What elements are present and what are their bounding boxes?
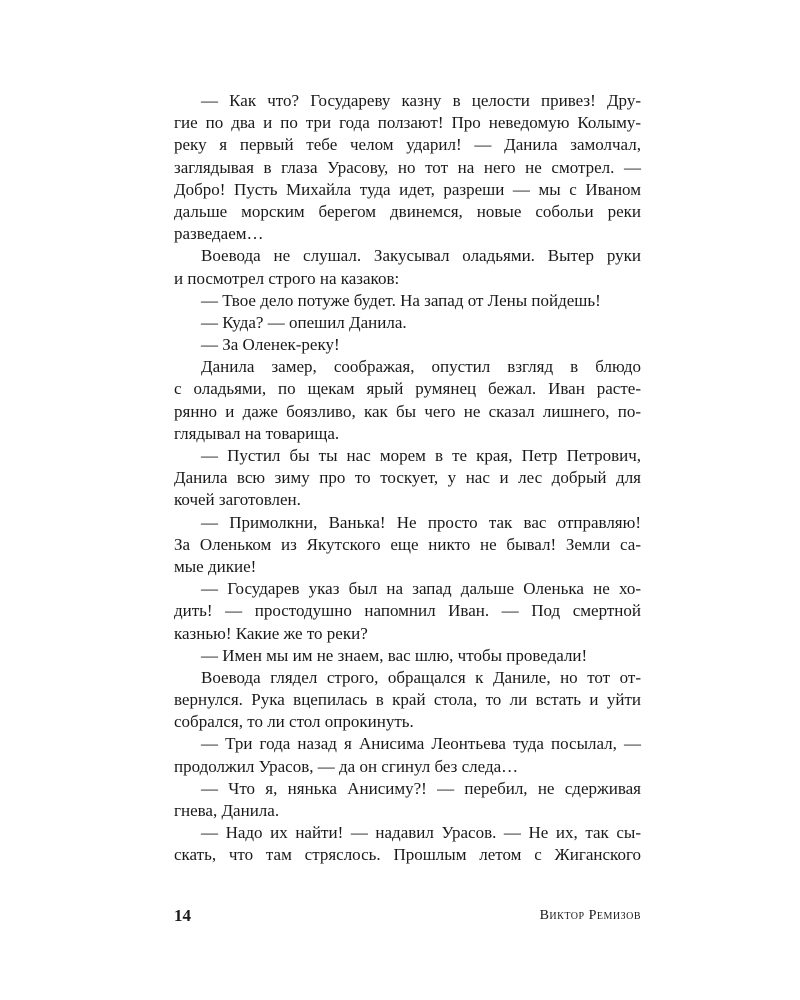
page-footer [174,906,641,928]
page-body-text [174,90,641,867]
text-line: с оладьями, по щекам ярый румянец бежал. Иван расте- [174,379,641,399]
text-line: гие по два и по три года ползают! Про неведомую Колыму- [174,113,641,133]
text-line: дальше морским берегом двинемся, новые собольи реки [174,201,641,221]
page-number: 14 [174,906,191,925]
text-line: — Твое дело потуже будет. На запад от Лены пойдешь! [201,290,601,310]
text-line: казнью! Какие же то реки? [174,623,368,643]
text-line: — Надо их найти! — надавил Урасов. — Не их, так сы- [201,823,641,843]
text-line: и посмотрел строго на казаков: [174,268,400,288]
text-line: — Три года назад я Анисима Леонтьева туда посылал, — [201,734,641,754]
text-line: продолжил Урасов, — да он сгинул без следа… [174,756,519,776]
text-line: разведаем… [174,224,264,244]
text-line: — Имен мы им не знаем, вас шлю, чтобы проведали! [201,645,588,665]
text-line: — Пустил бы ты нас морем в те края, Петр Петрович, [201,446,641,465]
text-line: Воевода глядел строго, обращался к Даниле, но тот от- [201,667,641,687]
text-line: Данила замер, соображая, опустил взгляд в блюдо [201,357,641,377]
text-line: Добро! Пусть Михайла туда идет, разреши — мы с Иваном [174,179,641,199]
text-line: — Куда? — опешил Данила. [201,312,407,332]
text-line: — За Оленек-реку! [201,335,340,355]
text-line: глядывал на товарища. [174,423,340,443]
text-line: Воевода не слушал. Закусывал оладьями. Вытер руки [201,246,641,266]
running-head-author: Виктор Ремизов [539,908,641,923]
text-line: скать, что там стряслось. Прошлым летом с Жиганского [174,845,641,865]
text-line: За Оленьком из Якутского еще никто не бывал! Земли са- [174,534,641,554]
text-line: — Примолкни, Ванька! Не просто так вас отправляю! [201,512,641,532]
text-line: реку я первый тебе челом ударил! — Данила замолчал, [174,135,641,155]
text-line: заглядывая в глаза Урасову, но тот на него не смотрел. — [174,157,641,177]
text-line: гнева, Данила. [174,801,280,820]
text-line: — Что я, нянька Анисиму?! — перебил, не сдерживая [201,778,641,798]
text-line: мые дикие! [174,556,257,576]
text-line: — Как что? Государеву казну в целости привез! Дру- [201,91,641,110]
text-line: вернулся. Рука вцепилась в край стола, то ли встать и уйти [174,690,641,710]
text-line: — Государев указ был на запад дальше Оленька не хо- [201,579,641,599]
text-line: Данила всю зиму про то тоскует, у нас и лес добрый для [174,468,641,488]
text-line: рянно и даже боязливо, как бы чего не сказал лишнего, по- [174,401,641,421]
text-line: собрался, то ли стол опрокинуть. [174,712,414,732]
text-line: кочей заготовлен. [174,490,301,510]
text-line: дить! — простодушно напомнил Иван. — Под смертной [174,601,641,621]
